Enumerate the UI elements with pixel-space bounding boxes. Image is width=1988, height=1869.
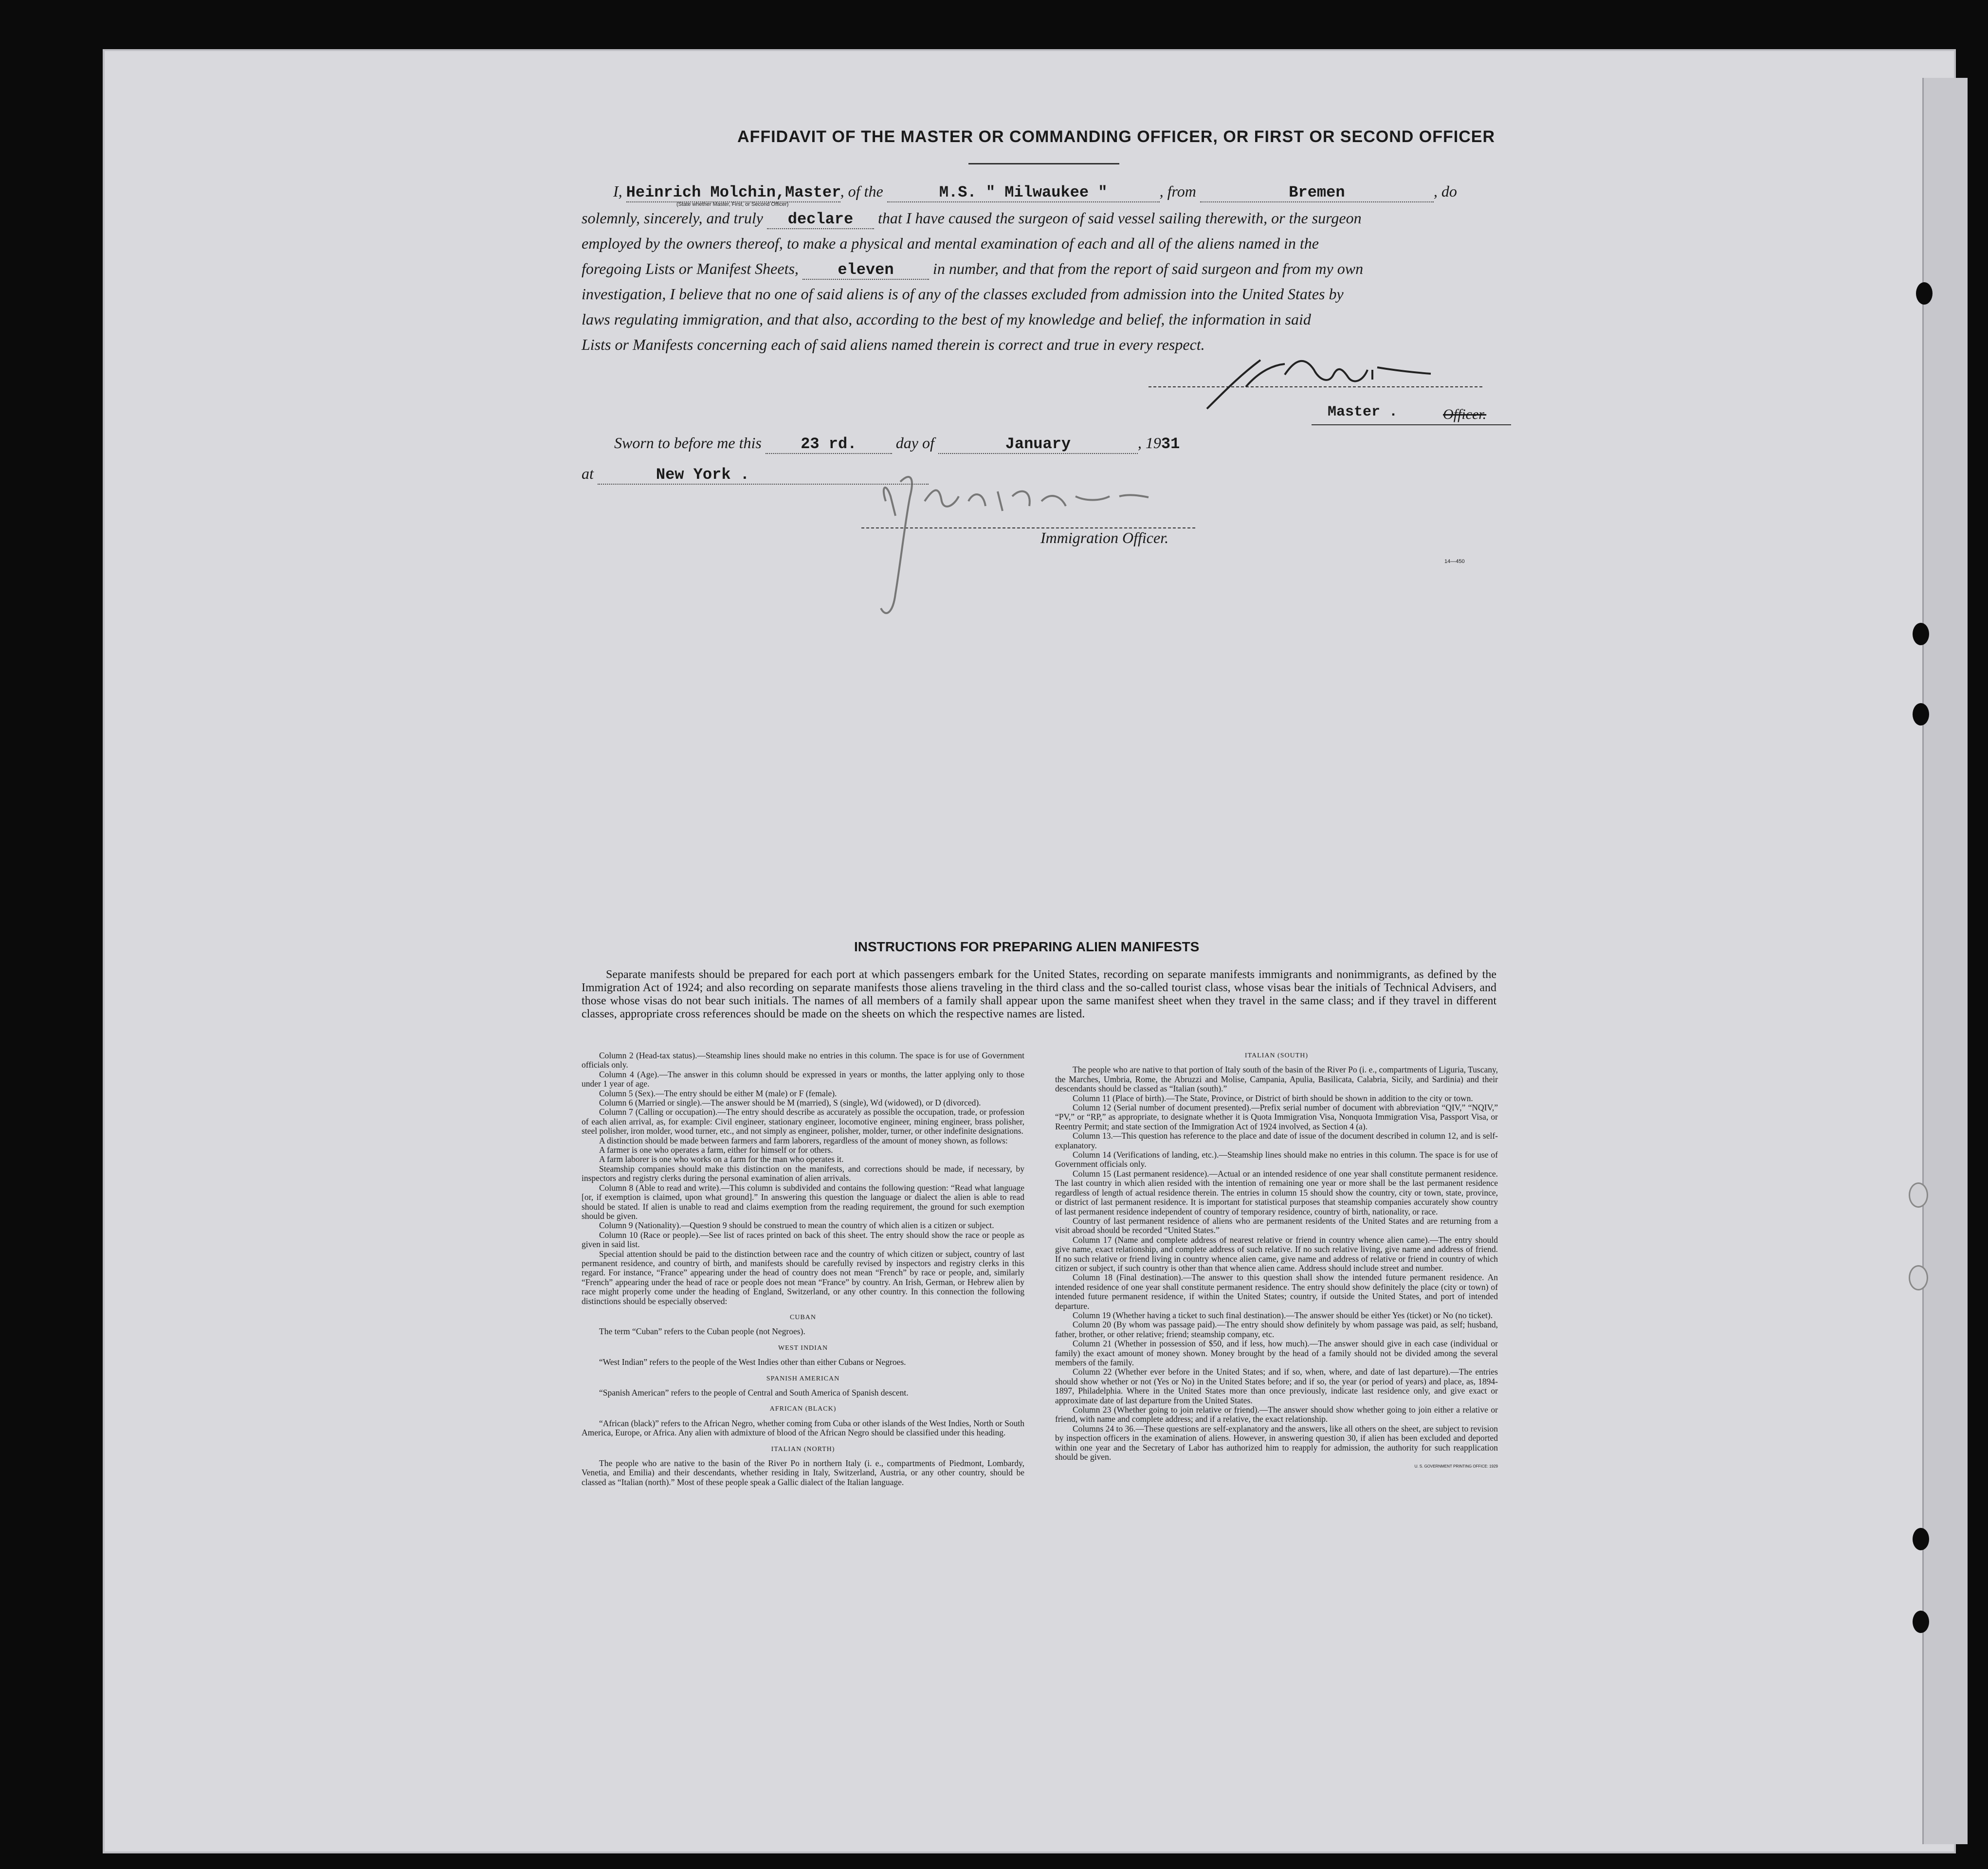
right-paragraph: Column 12 (Serial number of document presented).—Prefix serial number of document with abbreviation “QIV,” “NQIV,” “PV,” or “RP,” as appropriate, to designate whether it is Quota Immigration Visa, Nonquota Immigration Visa, Passport Visa, or Reentry Permit; and state section of the Immigration Act of 1924 involved, as Section 4 (a).: [1055, 1103, 1498, 1131]
section-heading-west-indian: WEST INDIAN: [778, 1344, 828, 1352]
left-paragraph: Column 2 (Head-tax status).—Steamship lines should make no entries in this column. The space is for use of Government officials only.: [582, 1051, 1024, 1070]
spanish-american-text: “Spanish American” refers to the people of Central and South America of Spanish descent.: [599, 1388, 909, 1397]
right-paragraph: Column 11 (Place of birth).—The State, Province, or District of birth should be shown in addition to the city or town.: [1073, 1093, 1473, 1103]
right-paragraph: Column 13.—This question has reference to the place and date of issue of the document described in column 12, and is self-explanatory.: [1055, 1131, 1498, 1150]
gpo-imprint: U. S. GOVERNMENT PRINTING OFFICE: 1929: [1414, 1464, 1498, 1469]
text-in-number: in number, and that from the report of said surgeon and from my own: [932, 260, 1364, 277]
left-paragraph: A farm laborer is one who works on a farm for the man who operates it.: [599, 1154, 844, 1164]
affidavit-line-3: employed by the owners thereof, to make a physical and mental examination of each and all of the aliens named in the: [582, 235, 1319, 252]
month-field: January: [938, 435, 1138, 454]
sworn-line: [614, 434, 1200, 454]
left-paragraph: Column 8 (Able to read and write).—This column is subdivided and contains the following question: “Read what language [or, if exemption is claimed, upon what ground].” In answering this question the language or dialect the alien is able to read should be stated. If alien is unable to read and claims exemption from the reading requirement, the ground for such exemption should be given.: [582, 1182, 1024, 1221]
right-paragraph: Column 14 (Verifications of landing, etc.).—Steamship lines should make no entries in this column. The space is for use of Government officials only.: [1055, 1150, 1498, 1169]
instructions-right-column: [1055, 1051, 1498, 1471]
text-solemnly: solemnly, sincerely, and truly: [582, 209, 763, 227]
title-rule: [968, 163, 1119, 164]
left-paragraph: Column 6 (Married or single).—The answer should be M (married), S (single), Wd (widowed), or D (divorced).: [599, 1098, 981, 1108]
text-from: , from: [1159, 182, 1196, 200]
paper-edge: [1922, 78, 1968, 1844]
left-paragraph: A farmer is one who operates a farm, either for himself or for others.: [599, 1145, 833, 1155]
west-indian-text: “West Indian” refers to the people of the West Indies other than either Cubans or Negroes.: [599, 1357, 906, 1367]
right-paragraph: Column 21 (Whether in possession of $50, and if less, how much).—The answer should give in each case (individual or family) the exact amount of money shown. Money brought by the head of a family should not be divided among the several members of the family.: [1055, 1339, 1498, 1367]
punch-hole: [1913, 1528, 1929, 1550]
punch-hole: [1916, 282, 1933, 305]
place-field: New York .: [598, 466, 929, 485]
declare-field: declare: [767, 210, 874, 229]
punch-hole: [1913, 703, 1929, 726]
cuban-text: The term “Cuban” refers to the Cuban people (not Negroes).: [599, 1326, 805, 1337]
name-note: (State whether Master, First, or Second Officer): [676, 201, 789, 207]
right-paragraph: Columns 24 to 36.—These questions are self-explanatory and the answers, like all others on the sheet, are subject to revision by inspection officers in the examination of aliens. However, in answering question 30, if alien has been excluded and deported within one year and the Secretary of Labor has authorized him to reapply for admission, the authority for such reapplication should be given.: [1055, 1423, 1498, 1462]
signer-title: Master .: [1328, 404, 1398, 420]
affidavit-line-4: [582, 260, 1363, 280]
sheets-field: eleven: [802, 261, 929, 280]
african-text: “African (black)” refers to the African Negro, whether coming from Cuba or other islands of the West Indies, North or South America, Europe, or Africa. Any alien with admixture of blood of the African Negro should be classified under this heading.: [582, 1418, 1024, 1438]
punch-hole: [1913, 623, 1929, 645]
section-heading-italian-south: ITALIAN (SOUTH): [1244, 1052, 1309, 1059]
instructions-title: INSTRUCTIONS FOR PREPARING ALIEN MANIFESTS: [854, 939, 1200, 954]
left-paragraph: Steamship companies should make this distinction on the manifests, and corrections should be made, if necessary, by inspectors and registry clerks during the personal examination of alien arrivals.: [582, 1163, 1024, 1183]
italian-north-text: The people who are native to the basin of the River Po in northern Italy (i. e., compartments of Piedmont, Lombardy, Venetia, and Emilia) and their descendants, whether residing in Italy, Switzerland, Austria, or any other country, should be classed as “Italian (north).” Most of these people speak a Gallic dialect of the Italian language.: [582, 1458, 1024, 1487]
affidavit-line-7: Lists or Manifests concerning each of said aliens named therein is correct and true in every respect.: [582, 336, 1205, 353]
text-year-prefix: , 19: [1137, 434, 1161, 452]
signer-rule: [1312, 424, 1511, 425]
right-paragraph: Column 23 (Whether going to join relative or friend).—The answer should show whether going to join either a relative or friend, with name and complete address; and if a relative, the exact relationship.: [1055, 1405, 1498, 1424]
text-do: , do: [1433, 182, 1457, 200]
text-day-of: day of: [895, 434, 934, 452]
punch-hole: [1909, 1182, 1928, 1208]
left-paragraph: Column 7 (Calling or occupation).—The entry should describe as accurately as possible the occupation, trade, or profession of each alien arrival, as, for example: Civil engineer, stationary engineer, locomotive engineer, mining engineer, brass polisher, steel polisher, iron molder, wood turner, etc., and not simply as engineer, polisher, molder, turner, or other indefinite designations.: [582, 1107, 1024, 1136]
text-sworn: Sworn to before me this: [614, 434, 762, 452]
left-paragraph: A distinction should be made between farmers and farm laborers, regardless of the amount of money shown, as follows:: [599, 1135, 1008, 1145]
right-paragraph: Column 15 (Last permanent residence).—Actual or an intended residence of one year shall constitute permanent residence. The last country in which alien resided with the intention of remaining one year or more shall be the last permanent residence regardless of length of actual residence therein. The entries in column 15 should show the country, city or town, state, province, or district of last permanent residence. It is important for statistical purposes that steamship companies accurately show country of last permanent residence independent of country of temporary residence, country of birth, nationality, or race.: [1055, 1168, 1498, 1216]
section-heading-african: AFRICAN (BLACK): [769, 1405, 837, 1413]
punch-hole: [1909, 1265, 1928, 1290]
affidavit-line-6: laws regulating immigration, and that also, according to the best of my knowledge and belief, the information in said: [582, 310, 1311, 328]
port-field: Bremen: [1200, 183, 1434, 202]
section-heading-italian-north: ITALIAN (NORTH): [771, 1445, 835, 1453]
text-at: at: [582, 465, 594, 482]
text-surgeon: that I have caused the surgeon of said vessel sailing therewith, or the surgeon: [877, 209, 1362, 227]
affidavit-line-2: [582, 209, 1362, 229]
right-paragraph: Column 19 (Whether having a ticket to such final destination).—The answer should be either Yes (ticket) or No (no ticket).: [1073, 1310, 1493, 1320]
name-field: Heinrich Molchin,Master: [626, 183, 841, 201]
officer-struck: Officer.: [1443, 406, 1487, 422]
left-paragraph: Column 10 (Race or people).—See list of races printed on back of this sheet. The entry should show the race or people as given in said list.: [582, 1230, 1024, 1250]
section-heading-cuban: CUBAN: [789, 1313, 816, 1321]
right-paragraph: The people who are native to that portion of Italy south of the basin of the River Po (i. e., compartments of Liguria, Tuscany, the Marches, Umbria, Rome, the Abruzzi and Molise, Campania, Apulia, Basilicata, Calabria, Sicily, and Sardinia) and their descendants should be classed as “Italian (south).”: [1055, 1065, 1498, 1094]
immigration-officer-signature: [857, 467, 1226, 633]
instructions-left-column: [582, 1051, 1024, 1487]
affidavit-title: AFFIDAVIT OF THE MASTER OR COMMANDING OFFICER, OR FIRST OR SECOND OFFICER: [737, 127, 1495, 146]
left-paragraph: Column 4 (Age).—The answer in this column should be expressed in years or months, the latter applying only to those under 1 year of age.: [582, 1069, 1024, 1089]
right-paragraph: Column 17 (Name and complete address of nearest relative or friend in country whence alien came).—The entry should give name, exact relationship, and complete address of such relative. If no such relative living, give name and address of friend. If no such relative or friend living in country whence alien came, give name and address of relative or friend in country of which citizen or subject, if such country is other than that whence alien came. Address should include street and number.: [1055, 1234, 1498, 1273]
text-of-the: , of the: [840, 182, 883, 200]
right-paragraph: Column 22 (Whether ever before in the United States; and if so, when, where, and date of last departure).—The entries should show whether or not (Yes or No) in the United States before; and if so, the year (or period of years) and place, as, 1894-1897, Philadelphia. Where in the United States more than once previously, indicate last residence only, and give exact or approximate date of last departure from the United States.: [1055, 1367, 1498, 1405]
left-paragraph: Column 9 (Nationality).—Question 9 should be construed to mean the country of which alien is a citizen or subject.: [599, 1220, 994, 1231]
day-field: 23 rd.: [766, 435, 892, 454]
year-field: 31: [1161, 435, 1180, 453]
left-paragraph: Special attention should be paid to the distinction between race and the country of which citizen or subject, country of last permanent residence, and country of birth, and manifests should be carefully revised by inspectors and registry clerks in this regard. For instance, “France” appearing under the head of country does not mean “French” by race or people, and, similarly “French” appearing under the head of race or people does not mean “France” by country. An Irish, German, or Hebrew alien by race might properly come under the heading of England, Switzerland, or any other country. In this connection the following distinctions should be especially observed:: [582, 1249, 1024, 1306]
text-foregoing: foregoing Lists or Manifest Sheets,: [582, 260, 799, 277]
right-paragraph: Column 18 (Final destination).—The answer to this question shall show the intended future permanent residence. An intended residence of one year shall constitute permanent residence. The entry should show definitely the place (city or town) of intended future permanent residence, if within the United States; country, if outside the United States, and port of intended departure.: [1055, 1272, 1498, 1311]
affidavit-line-1: [613, 182, 1457, 202]
right-paragraph: Column 20 (By whom was passage paid).—The entry should show definitely by whom passage was paid, as self; husband, father, brother, or other relative; friend; steamship company, etc.: [1055, 1320, 1498, 1339]
instructions-intro: Separate manifests should be prepared for each port at which passengers embark for the United States, recording on separate manifests immigrants and nonimmigrants, as defined by the Immigration Act of 1924; and also recording on separate manifests those aliens traveling in the third class and the so-called tourist class, whose visas bear the initials of Technical Advisers, and those whose visas do not bear such initials. The names of all members of a family shall appear upon the same manifest sheet when they travel in the same class; and if they travel in different classes, appropriate cross references should be made on the sheets on which the respective names are listed.: [582, 968, 1496, 1020]
section-heading-spanish-american: SPANISH AMERICAN: [766, 1375, 840, 1382]
vessel-field: M.S. " Milwaukee ": [887, 183, 1160, 202]
affidavit-line-5: investigation, I believe that no one of said aliens is of any of the classes excluded from admission into the United States by: [582, 285, 1344, 303]
left-paragraph: Column 5 (Sex).—The entry should be either M (male) or F (female).: [599, 1088, 837, 1098]
text-i: I,: [613, 182, 622, 200]
immigration-officer-label: Immigration Officer.: [1040, 529, 1169, 546]
form-number: 14—450: [1444, 559, 1465, 564]
master-signature: [1149, 341, 1489, 428]
right-paragraph: Country of last permanent residence of aliens who are permanent residents of the United States and are returning from a visit abroad should be recorded “United States.”: [1055, 1216, 1498, 1235]
punch-hole: [1913, 1611, 1929, 1633]
